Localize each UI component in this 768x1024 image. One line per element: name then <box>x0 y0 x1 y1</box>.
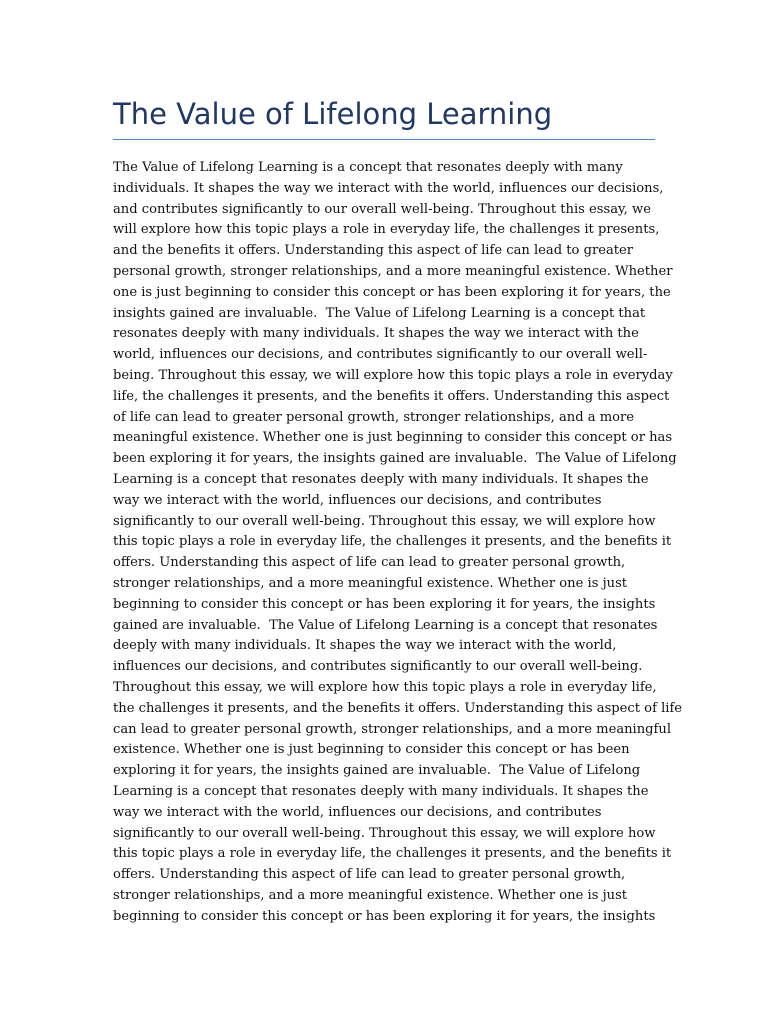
paragraph-line: this topic plays a role in everyday life, the challenges it presents, and the benefits it <box>113 846 672 862</box>
paragraph-line: way we interact with the world, influences our decisions, and contributes <box>113 804 602 820</box>
paragraph-line: resonates deeply with many individuals. It shapes the way we interact with the <box>113 326 639 342</box>
paragraph-line: significantly to our overall well-being. Throughout this essay, we will explore how <box>113 825 656 841</box>
paragraph-line: The Value of Lifelong Learning is a concept that resonates deeply with many <box>113 160 623 175</box>
paragraph-line: world, influences our decisions, and contributes significantly to our overall well- <box>113 347 648 363</box>
paragraph-line: stronger relationships, and a more meaningful existence. Whether one is just <box>113 887 628 903</box>
paragraph-line: been exploring it for years, the insights gained are invaluable. The Value of Lifelong <box>113 451 677 467</box>
paragraph-line: existence. Whether one is just beginning to consider this concept or has been <box>113 742 630 758</box>
paragraph-line: deeply with many individuals. It shapes the way we interact with the world, <box>113 638 617 654</box>
paragraph-line: will explore how this topic plays a role in everyday life, the challenges it presents, <box>113 222 660 238</box>
paragraph-line: one is just beginning to consider this concept or has been exploring it for years, the <box>113 284 671 300</box>
paragraph-line: way we interact with the world, influences our decisions, and contributes <box>113 492 602 508</box>
paragraph-line: and contributes significantly to our overall well-being. Throughout this essay, we <box>113 201 651 217</box>
paragraph-line: offers. Understanding this aspect of life can lead to greater personal growth, <box>113 555 626 571</box>
paragraph-line: individuals. It shapes the way we interact with the world, influences our decisions, <box>113 180 664 196</box>
paragraph-line: Learning is a concept that resonates deeply with many individuals. It shapes the <box>113 783 649 799</box>
paragraph-line: Throughout this essay, we will explore how this topic plays a role in everyday life, <box>113 679 657 695</box>
paragraph-line: offers. Understanding this aspect of life can lead to greater personal growth, <box>113 867 626 883</box>
paragraph-line: personal growth, stronger relationships, and a more meaningful existence. Whether <box>113 263 673 279</box>
paragraph-line: exploring it for years, the insights gained are invaluable. The Value of Lifelong <box>113 763 641 779</box>
paragraph-line: insights gained are invaluable. The Value of Lifelong Learning is a concept that <box>113 305 646 321</box>
paragraph-line: gained are invaluable. The Value of Lifelong Learning is a concept that resonates <box>113 617 658 633</box>
paragraph-line: influences our decisions, and contributes significantly to our overall well-being. <box>113 659 643 675</box>
paragraph-line: stronger relationships, and a more meaningful existence. Whether one is just <box>113 575 628 591</box>
body-paragraph <box>113 158 683 927</box>
paragraph-line: being. Throughout this essay, we will explore how this topic plays a role in everyday <box>113 367 673 383</box>
paragraph-line: this topic plays a role in everyday life, the challenges it presents, and the benefits it <box>113 534 672 550</box>
document-title: The Value of Lifelong Learning <box>113 97 553 131</box>
paragraph-line: of life can lead to greater personal growth, stronger relationships, and a more <box>113 409 635 425</box>
paragraph-line: beginning to consider this concept or has been exploring it for years, the insights <box>113 596 656 612</box>
title-underline-rule <box>113 139 655 140</box>
paragraph-line: beginning to consider this concept or has been exploring it for years, the insights <box>113 908 656 924</box>
paragraph-line: significantly to our overall well-being. Throughout this essay, we will explore how <box>113 513 656 529</box>
paragraph-line: and the benefits it offers. Understanding this aspect of life can lead to greater <box>113 243 634 259</box>
paragraph-line: can lead to greater personal growth, stronger relationships, and a more meaningful <box>113 721 672 737</box>
paragraph-line: life, the challenges it presents, and the benefits it offers. Understanding this aspect <box>113 388 670 404</box>
paragraph-line: meaningful existence. Whether one is just beginning to consider this concept or has <box>113 430 673 446</box>
paragraph-line: the challenges it presents, and the benefits it offers. Understanding this aspect of life <box>113 700 683 716</box>
paragraph-line: Learning is a concept that resonates deeply with many individuals. It shapes the <box>113 471 649 487</box>
